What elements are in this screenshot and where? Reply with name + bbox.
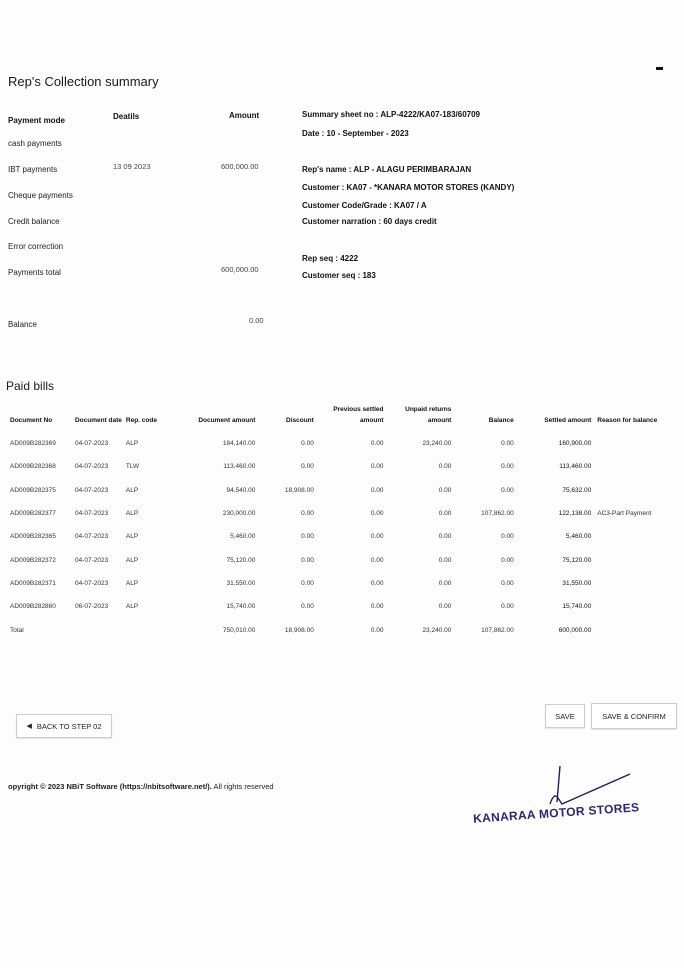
cell-reason-for-balance bbox=[591, 525, 684, 548]
cell-document-date bbox=[75, 618, 126, 641]
cell-discount: 0.00 bbox=[301, 556, 314, 564]
col-discount: Discount bbox=[286, 417, 314, 424]
cell-reason-for-balance bbox=[591, 618, 684, 641]
cell-settled-amount: 15,740.00 bbox=[562, 603, 592, 611]
summary-sheet-no: Summary sheet no : ALP-4222/KA07-183/60709 bbox=[302, 110, 481, 119]
cell-rep-code: ALP bbox=[125, 486, 139, 494]
cell-unpaid-returns: 0.00 bbox=[438, 603, 452, 611]
cell-unpaid-returns: 0.00 bbox=[438, 556, 452, 564]
cell-discount: 0.00 bbox=[301, 510, 314, 518]
cell-previous-settled: 0.00 bbox=[370, 533, 384, 541]
table-row bbox=[10, 572, 684, 595]
cell-document-no: Total bbox=[10, 626, 24, 634]
cell-document-date: 04-07-2023 bbox=[74, 486, 109, 494]
table-row bbox=[10, 548, 684, 571]
cell-balance: 0.00 bbox=[501, 533, 514, 541]
cell-document-date: 04-07-2023 bbox=[74, 510, 109, 518]
payment-amount: 600,000.00 bbox=[221, 265, 259, 274]
cell-reason-for-balance bbox=[591, 595, 684, 618]
cell-document-no: AD009B282365 bbox=[10, 533, 56, 541]
cell-balance: 0.00 bbox=[501, 579, 514, 587]
cell-document-date: 04-07-2023 bbox=[74, 533, 109, 541]
cell-document-amount: 750,010.00 bbox=[222, 626, 256, 634]
cell-unpaid-returns: 23,240.00 bbox=[422, 440, 452, 448]
payment-details: 13 09 2023 bbox=[113, 162, 151, 171]
cell-previous-settled: 0.00 bbox=[370, 603, 384, 611]
cell-document-amount: 5,460.00 bbox=[230, 533, 256, 541]
cell-balance: 0.00 bbox=[501, 440, 514, 448]
company-stamp: KANARAA MOTOR STORES bbox=[472, 800, 640, 826]
rights-text: All rights reserved bbox=[213, 782, 274, 791]
cell-settled-amount: 122,138.00 bbox=[558, 510, 592, 518]
payment-mode-label: Credit balance bbox=[8, 217, 60, 226]
cell-unpaid-returns: 0.00 bbox=[438, 486, 452, 494]
col-document-no: Document No bbox=[10, 417, 53, 424]
cell-settled-amount: 113,460.00 bbox=[559, 463, 592, 471]
cell-document-no: AD009B282375 bbox=[10, 486, 56, 494]
balance-value: 0.00 bbox=[249, 316, 264, 325]
cell-discount: 0.00 bbox=[301, 533, 314, 541]
total-row bbox=[10, 618, 684, 641]
cell-document-date: 04-07-2023 bbox=[74, 463, 109, 471]
payment-mode-label: cash payments bbox=[8, 139, 62, 148]
cell-document-amount: 31,550.00 bbox=[226, 579, 256, 587]
cell-document-amount: 184,140.00 bbox=[222, 440, 256, 448]
cell-reason-for-balance bbox=[591, 548, 684, 571]
payment-mode-label: Payments total bbox=[8, 268, 61, 277]
payment-mode-label: Cheque payments bbox=[8, 191, 73, 200]
cell-rep-code: ALP bbox=[125, 556, 139, 564]
back-arrow-icon: ◀ bbox=[26, 723, 32, 730]
rep-name: Rep's name : ALP - ALAGU PERIMBARAJAN bbox=[302, 165, 472, 174]
cell-previous-settled: 0.00 bbox=[370, 579, 384, 587]
cell-rep-code: ALP bbox=[125, 603, 139, 611]
payment-mode-label: Error correction bbox=[8, 242, 64, 251]
cell-reason-for-balance: AC3-Part Payment bbox=[597, 510, 652, 518]
cell-discount: 0.00 bbox=[301, 463, 314, 471]
back-to-step-button[interactable] bbox=[16, 714, 112, 738]
cell-previous-settled: 0.00 bbox=[370, 440, 384, 448]
cell-settled-amount: 75,120.00 bbox=[562, 556, 592, 564]
cell-unpaid-returns: 23,240.00 bbox=[422, 626, 452, 634]
cell-rep-code: TLW bbox=[125, 463, 140, 471]
table-header-row bbox=[10, 404, 684, 432]
paid-bills-title: Paid bills bbox=[6, 379, 55, 393]
table-row bbox=[10, 502, 684, 525]
col-document-amount: Document amount bbox=[198, 417, 256, 424]
cell-unpaid-returns: 0.00 bbox=[438, 463, 452, 471]
cell-document-amount: 75,120.00 bbox=[226, 556, 256, 564]
cell-document-no: AD009B282368 bbox=[10, 463, 56, 471]
cell-previous-settled: 0.00 bbox=[370, 556, 384, 564]
cell-document-date: 04-07-2023 bbox=[74, 556, 109, 564]
col-rep-code: Rep. code bbox=[125, 417, 157, 424]
rep-seq: Rep seq : 4222 bbox=[302, 254, 359, 263]
cell-document-no: AD009B282377 bbox=[10, 510, 56, 518]
cell-document-no: AD009B282372 bbox=[10, 556, 56, 564]
cell-rep-code: ALP bbox=[125, 440, 139, 448]
summary-date: Date : 10 - September - 2023 bbox=[302, 129, 409, 138]
cell-document-amount: 94,540.00 bbox=[226, 486, 256, 494]
cell-document-amount: 113,460.00 bbox=[223, 463, 256, 471]
col-reason-for-balance: Reason for balance bbox=[597, 417, 658, 424]
cell-document-date: 04-07-2023 bbox=[74, 440, 109, 448]
save-confirm-button[interactable]: SAVE & CONFIRM bbox=[591, 703, 677, 729]
cell-balance: 0.00 bbox=[501, 486, 514, 494]
cell-balance: 0.00 bbox=[501, 556, 514, 564]
cell-document-date: 04-07-2023 bbox=[74, 579, 109, 587]
cell-settled-amount: 5,460.00 bbox=[565, 533, 592, 541]
col-balance: Balance bbox=[488, 417, 514, 424]
cell-reason-for-balance bbox=[591, 455, 684, 478]
copyright-text: opyright © 2023 NBiT Software (https://nbitsoftware.net/). bbox=[8, 782, 212, 791]
cell-balance: 107,862.00 bbox=[481, 626, 514, 634]
balance-label: Balance bbox=[8, 320, 37, 329]
col-unpaid-returns: Unpaid returns amount bbox=[405, 406, 452, 424]
col-document-date: Document date bbox=[74, 417, 122, 424]
cell-reason-for-balance bbox=[591, 432, 684, 455]
customer: Customer : KA07 - *KANARA MOTOR STORES (KANDY) bbox=[302, 183, 515, 192]
cell-settled-amount: 600,000.00 bbox=[558, 626, 592, 634]
table-row bbox=[10, 595, 684, 618]
cell-previous-settled: 0.00 bbox=[370, 463, 384, 471]
cell-document-no: AD009B282369 bbox=[10, 440, 56, 448]
cell-document-amount: 15,740.00 bbox=[226, 603, 256, 611]
collection-summary-title: Rep's Collection summary bbox=[8, 74, 159, 89]
cell-reason-for-balance bbox=[591, 479, 684, 502]
cell-document-no: AD009B282371 bbox=[10, 579, 56, 587]
details-header: Deatils bbox=[113, 112, 140, 121]
cell-unpaid-returns: 0.00 bbox=[438, 533, 452, 541]
cell-rep-code: ALP bbox=[125, 533, 139, 541]
cell-previous-settled: 0.00 bbox=[370, 510, 384, 518]
table-row bbox=[10, 525, 684, 548]
cell-unpaid-returns: 0.00 bbox=[438, 510, 452, 518]
cell-discount: 18,908.00 bbox=[284, 626, 314, 634]
cell-discount: 0.00 bbox=[301, 603, 314, 611]
cell-balance: 107,862.00 bbox=[481, 510, 514, 518]
cell-discount: 0.00 bbox=[301, 579, 314, 587]
cell-document-amount: 230,000.00 bbox=[222, 510, 256, 518]
cell-document-date: 06-07-2023 bbox=[74, 603, 109, 611]
cell-settled-amount: 31,550.00 bbox=[562, 579, 592, 587]
copyright-footer bbox=[8, 782, 274, 791]
back-button-label: BACK TO STEP 02 bbox=[36, 721, 102, 731]
payment-mode-label: IBT payments bbox=[8, 165, 58, 174]
cell-balance: 0.00 bbox=[501, 463, 514, 471]
cell-rep-code: ALP bbox=[125, 579, 139, 587]
minimize-icon[interactable] bbox=[656, 67, 663, 70]
cell-previous-settled: 0.00 bbox=[370, 626, 384, 634]
cell-previous-settled: 0.00 bbox=[370, 486, 384, 494]
cell-unpaid-returns: 0.00 bbox=[438, 579, 452, 587]
col-previous-settled: Previous settled amount bbox=[333, 406, 384, 424]
cell-balance: 0.00 bbox=[501, 603, 514, 611]
payment-mode-header: Payment mode bbox=[8, 116, 65, 125]
col-settled-amount: Settled amount bbox=[544, 417, 592, 424]
payment-amount: 600,000.00 bbox=[221, 162, 259, 171]
cell-rep-code: ALP bbox=[125, 510, 139, 518]
save-button[interactable]: SAVE bbox=[545, 704, 585, 728]
cell-reason-for-balance bbox=[591, 572, 684, 595]
cell-document-no: AD009B282860 bbox=[10, 603, 56, 611]
cell-rep-code bbox=[126, 618, 174, 641]
cell-discount: 18,908.00 bbox=[284, 486, 314, 494]
customer-narration: Customer narration : 60 days credit bbox=[302, 217, 437, 226]
cell-discount: 0.00 bbox=[301, 440, 314, 448]
customer-code: Customer Code/Grade : KA07 / A bbox=[302, 201, 427, 210]
table-row bbox=[10, 432, 684, 455]
paid-bills-table bbox=[10, 404, 684, 642]
amount-header: Amount bbox=[229, 111, 260, 120]
table-row bbox=[10, 455, 684, 478]
cell-settled-amount: 75,632.00 bbox=[562, 486, 592, 494]
customer-seq: Customer seq : 183 bbox=[302, 271, 376, 280]
cell-settled-amount: 160,900.00 bbox=[558, 440, 592, 448]
table-row bbox=[10, 479, 684, 502]
